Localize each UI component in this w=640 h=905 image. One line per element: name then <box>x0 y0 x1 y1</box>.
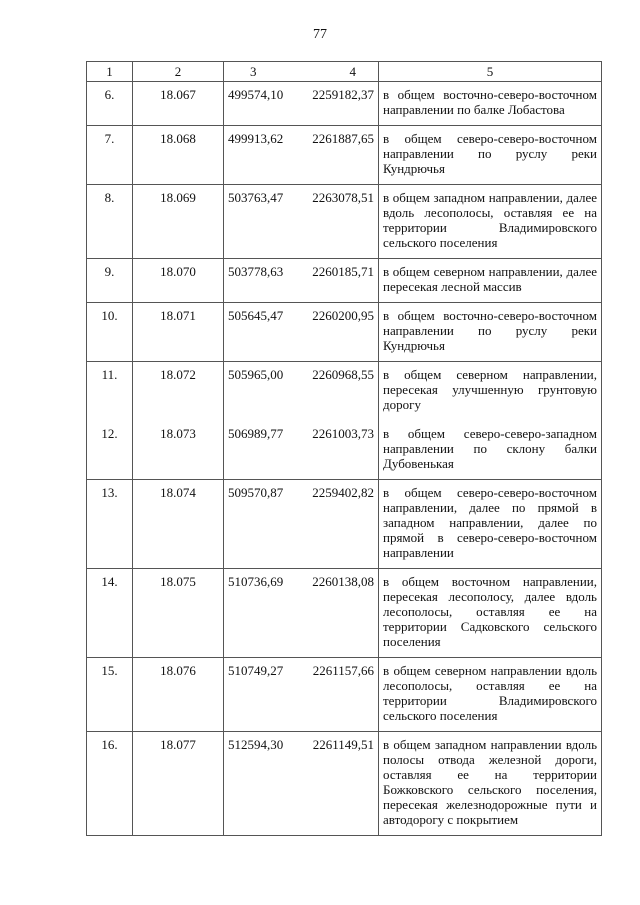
header-cell-2: 2 <box>133 62 224 82</box>
coord-y: 2259402,82 <box>312 485 374 500</box>
route-description: в общем северо-северо-восточном направлении, далее по прямой в западном направлении, далее по прямой в северо-северо-восточном направлении <box>379 480 602 569</box>
route-description: в общем северном направлении, далее пересекая лесной массив <box>379 259 602 303</box>
coord-x: 505965,00 <box>228 367 284 382</box>
table-row <box>87 303 602 362</box>
coord-x: 499574,10 <box>228 87 284 102</box>
coord-y: 2263078,51 <box>312 190 374 205</box>
header-label-4: 4 <box>349 64 356 79</box>
point-id: 18.071 <box>133 303 224 362</box>
row-number: 8. <box>87 185 133 259</box>
coordinates-cell <box>224 126 379 185</box>
coord-y: 2260200,95 <box>312 308 374 323</box>
coord-y: 2260185,71 <box>312 264 374 279</box>
header-label-3: 3 <box>250 64 257 79</box>
row-number: 11. <box>87 362 133 427</box>
route-description: в общем северо-северо-восточном направлении по руслу реки Кундрючья <box>379 126 602 185</box>
table-row <box>87 732 602 836</box>
table-row <box>87 569 602 658</box>
point-id: 18.067 <box>133 82 224 126</box>
row-number: 10. <box>87 303 133 362</box>
route-description: в общем восточно-северо-восточном направлении по балке Лобастова <box>379 82 602 126</box>
coord-x: 512594,30 <box>228 737 284 752</box>
coordinates-cell <box>224 569 379 658</box>
table-row <box>87 185 602 259</box>
coord-y: 2261003,73 <box>312 426 374 441</box>
page-number: 77 <box>313 27 327 42</box>
coordinates-cell <box>224 82 379 126</box>
row-number: 13. <box>87 480 133 569</box>
coord-x: 505645,47 <box>228 308 284 323</box>
coordinates-cell <box>224 362 379 427</box>
route-description: в общем северном направлении вдоль лесополосы, оставляя ее на территории Владимировского сельского поселения <box>379 658 602 732</box>
route-description: в общем западном направлении, далее вдоль лесополосы, оставляя ее на территории Владимировского сельского поселения <box>379 185 602 259</box>
coordinates-cell <box>224 426 379 480</box>
point-id: 18.077 <box>133 732 224 836</box>
point-id: 18.070 <box>133 259 224 303</box>
boundary-table <box>86 61 602 836</box>
route-description: в общем северо-северо-западном направлении по склону балки Дубовенькая <box>379 426 602 480</box>
point-id: 18.074 <box>133 480 224 569</box>
table-row <box>87 426 602 480</box>
route-description: в общем восточном направлении, пересекая лесополосу, далее вдоль лесополосы, оставляя ее на территории Садковского сельского поселения <box>379 569 602 658</box>
table-header-row <box>87 62 602 82</box>
coord-x: 510749,27 <box>228 663 284 678</box>
point-id: 18.076 <box>133 658 224 732</box>
point-id: 18.075 <box>133 569 224 658</box>
coordinates-cell <box>224 480 379 569</box>
table-row <box>87 259 602 303</box>
coordinates-cell <box>224 185 379 259</box>
point-id: 18.073 <box>133 426 224 480</box>
coordinates-cell <box>224 303 379 362</box>
coord-x: 506989,77 <box>228 426 284 441</box>
row-number: 15. <box>87 658 133 732</box>
row-number: 7. <box>87 126 133 185</box>
coord-y: 2260968,55 <box>312 367 374 382</box>
header-cell-1: 1 <box>87 62 133 82</box>
table-row <box>87 126 602 185</box>
coord-x: 503778,63 <box>228 264 284 279</box>
table-row <box>87 480 602 569</box>
coord-y: 2261887,65 <box>312 131 374 146</box>
coord-x: 499913,62 <box>228 131 284 146</box>
coordinates-cell <box>224 732 379 836</box>
coord-y: 2259182,37 <box>312 87 374 102</box>
row-number: 16. <box>87 732 133 836</box>
table-row <box>87 82 602 126</box>
coord-x: 503763,47 <box>228 190 284 205</box>
row-number: 6. <box>87 82 133 126</box>
header-cell-3-4 <box>224 62 379 82</box>
table-row <box>87 362 602 427</box>
route-description: в общем северном направлении, пересекая улучшенную грунтовую дорогу <box>379 362 602 427</box>
header-cell-5: 5 <box>379 62 602 82</box>
coordinates-cell <box>224 259 379 303</box>
point-id: 18.072 <box>133 362 224 427</box>
route-description: в общем восточно-северо-восточном направлении по руслу реки Кундрючья <box>379 303 602 362</box>
coord-x: 509570,87 <box>228 485 284 500</box>
table-row <box>87 658 602 732</box>
coord-y: 2261157,66 <box>312 663 374 678</box>
row-number: 12. <box>87 426 133 480</box>
row-number: 9. <box>87 259 133 303</box>
route-description: в общем западном направлении вдоль полосы отвода железной дороги, оставляя ее на территории Божковского сельского поселения, пересекая железнодорожные пути и автодорогу с покрытием <box>379 732 602 836</box>
coord-y: 2261149,51 <box>312 737 374 752</box>
point-id: 18.068 <box>133 126 224 185</box>
coord-x: 510736,69 <box>228 574 284 589</box>
coord-y: 2260138,08 <box>312 574 374 589</box>
row-number: 14. <box>87 569 133 658</box>
point-id: 18.069 <box>133 185 224 259</box>
coordinates-cell <box>224 658 379 732</box>
